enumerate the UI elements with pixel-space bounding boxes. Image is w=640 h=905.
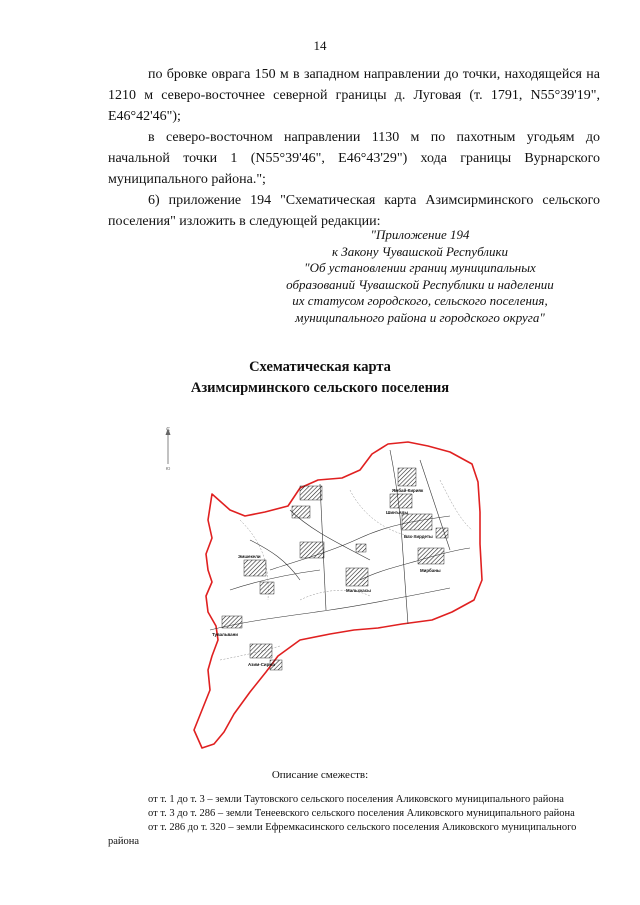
- label-shinyaly: Шинъялы: [386, 510, 409, 515]
- paragraph-boundary-west: по бровке оврага 150 м в западном направлении до точки, находящейся на 1210 м северо-восточнее северной границы д. Луговая (т. 1791, N55°39'19", E46°42'46");: [108, 67, 600, 124]
- appendix-line: образований Чувашской Республики и наделении: [286, 276, 554, 292]
- settlement-map: [150, 420, 500, 760]
- label-azim-sirma: Азим-Сирма: [248, 662, 275, 667]
- paragraph-appendix-intro: 6) приложение 194 "Схематическая карта Азимсирминского сельского поселения" изложить в следующей редакции:: [108, 193, 600, 229]
- label-emshekeli: Эмшекели: [238, 554, 261, 559]
- map-title-line: Схематическая карта: [249, 359, 391, 375]
- appendix-line: к Закону Чувашской Республики: [331, 243, 509, 259]
- adjacency-item-continuation: района: [108, 836, 140, 847]
- paragraph-boundary-northeast: в северо-восточном направлении 1130 м по пахотным угодьям до начальной точки 1 (N55°39'46", E46°43'29") хода границы Вурнарского муниципального района.";: [108, 130, 600, 187]
- appendix-line: их статусом городского, сельского поселения,: [292, 293, 548, 308]
- map-title-line: Азимсирминского сельского поселения: [190, 380, 450, 396]
- north-arrow-icon: [166, 427, 171, 471]
- settlement-boundary: [194, 442, 482, 748]
- adjacency-list: [108, 793, 600, 849]
- appendix-line: "Приложение 194: [370, 227, 470, 242]
- label-mirbany: Мирбаны: [420, 568, 441, 573]
- label-bakh-khirdety: Бах-Хирдеты: [404, 534, 433, 539]
- map-title: [0, 357, 640, 399]
- document-body: [108, 64, 600, 232]
- compass-south-label: Ю: [165, 466, 171, 471]
- appendix-line: "Об установлении границ муниципальных: [304, 260, 536, 275]
- adjacency-item: от т. 1 до т. 3 – земли Таутовского сельского поселения Аликовского муниципального района: [148, 794, 564, 805]
- label-yambai-kiriyak: Ямбай-Кирияк: [392, 488, 424, 493]
- adjacency-caption: Описание смежеств:: [271, 769, 369, 781]
- adjacency-item: от т. 286 до т. 320 – земли Ефремкасинского сельского поселения Аликовского муниципального: [148, 822, 577, 833]
- adjacency-item: от т. 3 до т. 286 – земли Тенеевского сельского поселения Аликовского муниципального района: [148, 808, 575, 819]
- compass-north-label: С: [166, 427, 170, 433]
- label-tuvalvani: Тувальвани: [212, 632, 238, 637]
- appendix-line: муниципального района и городского округа": [295, 309, 545, 325]
- page-number: 14: [313, 38, 327, 53]
- label-malkhkasy: Мальхкасы: [346, 588, 371, 593]
- appendix-header: [250, 227, 590, 326]
